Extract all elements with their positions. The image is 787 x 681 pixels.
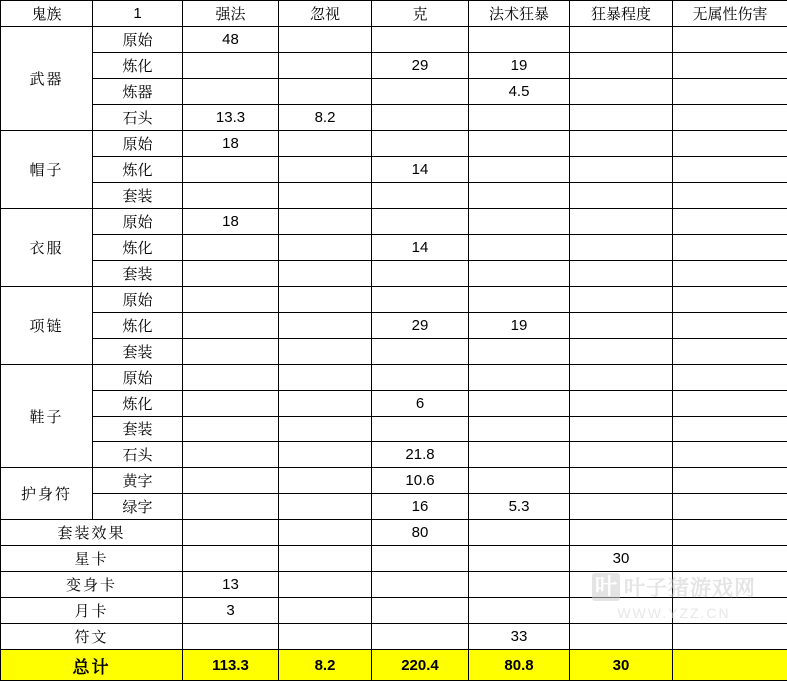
cell-value <box>279 546 372 572</box>
subrow-label: 原始 <box>93 208 183 234</box>
cell-value <box>673 520 787 546</box>
cell-value <box>183 52 279 78</box>
cell-value <box>469 546 570 572</box>
table-row <box>1 260 787 286</box>
cell-value <box>372 104 469 130</box>
table-row <box>1 234 787 260</box>
category-star-card: 星卡 <box>1 546 183 572</box>
watermark-url: WWW.YZZ.CN <box>617 604 731 621</box>
subrow-label: 炼化 <box>93 312 183 338</box>
cell-value <box>673 364 787 390</box>
cell-value <box>279 572 372 598</box>
cell-value <box>673 208 787 234</box>
cell-value: 13.3 <box>183 104 279 130</box>
total-value <box>673 650 787 681</box>
category-shoes: 鞋子 <box>1 364 93 468</box>
cell-value <box>183 468 279 494</box>
cell-value: 3 <box>183 598 279 624</box>
cell-value <box>279 286 372 312</box>
subrow-label: 绿字 <box>93 494 183 520</box>
cell-value <box>469 598 570 624</box>
cell-value <box>673 130 787 156</box>
cell-value <box>469 104 570 130</box>
cell-value <box>570 364 673 390</box>
cell-value <box>673 104 787 130</box>
cell-value <box>279 234 372 260</box>
table-row <box>1 130 787 156</box>
cell-value <box>673 494 787 520</box>
total-value: 30 <box>570 650 673 681</box>
cell-value <box>570 624 673 650</box>
cell-value <box>279 468 372 494</box>
cell-value <box>469 182 570 208</box>
cell-value <box>372 598 469 624</box>
cell-value <box>570 78 673 104</box>
table-row <box>1 416 787 442</box>
table-row <box>1 364 787 390</box>
cell-value <box>279 442 372 468</box>
cell-value <box>469 390 570 416</box>
cell-value <box>469 260 570 286</box>
cell-value <box>469 208 570 234</box>
cell-value <box>183 234 279 260</box>
table-row <box>1 182 787 208</box>
cell-value <box>469 26 570 52</box>
subrow-label: 原始 <box>93 130 183 156</box>
cell-value <box>673 416 787 442</box>
cell-value <box>279 26 372 52</box>
cell-value: 29 <box>372 52 469 78</box>
cell-value <box>279 390 372 416</box>
cell-value <box>673 572 787 598</box>
table-row <box>1 442 787 468</box>
cell-value <box>183 416 279 442</box>
cell-value: 19 <box>469 52 570 78</box>
cell-value: 13 <box>183 572 279 598</box>
cell-value <box>372 286 469 312</box>
cell-value <box>570 286 673 312</box>
cell-value <box>279 312 372 338</box>
cell-value: 4.5 <box>469 78 570 104</box>
cell-value <box>279 520 372 546</box>
cell-value <box>183 182 279 208</box>
cell-value <box>570 390 673 416</box>
cell-value <box>469 234 570 260</box>
subrow-label: 原始 <box>93 364 183 390</box>
table-row <box>1 52 787 78</box>
cell-value <box>279 494 372 520</box>
cell-value <box>673 26 787 52</box>
subrow-label: 石头 <box>93 442 183 468</box>
cell-value <box>469 286 570 312</box>
cell-value <box>279 416 372 442</box>
cell-value <box>183 156 279 182</box>
header-cell-strong-magic: 强法 <box>183 1 279 27</box>
table-row <box>1 494 787 520</box>
table-row <box>1 520 787 546</box>
cell-value <box>183 338 279 364</box>
table-row <box>1 26 787 52</box>
cell-value <box>279 156 372 182</box>
cell-value <box>570 572 673 598</box>
subrow-label: 原始 <box>93 26 183 52</box>
cell-value <box>372 546 469 572</box>
cell-value <box>372 624 469 650</box>
cell-value <box>279 364 372 390</box>
cell-value <box>673 156 787 182</box>
table-row <box>1 156 787 182</box>
cell-value: 14 <box>372 234 469 260</box>
cell-value <box>570 520 673 546</box>
subrow-label: 套装 <box>93 260 183 286</box>
cell-value <box>279 130 372 156</box>
table-row <box>1 286 787 312</box>
total-value: 220.4 <box>372 650 469 681</box>
cell-value <box>469 442 570 468</box>
cell-value <box>372 78 469 104</box>
cell-value: 19 <box>469 312 570 338</box>
cell-value <box>570 312 673 338</box>
cell-value <box>372 364 469 390</box>
total-value: 80.8 <box>469 650 570 681</box>
subrow-label: 原始 <box>93 286 183 312</box>
subrow-label: 炼器 <box>93 78 183 104</box>
table-header-row <box>1 1 787 27</box>
header-cell-count: 1 <box>93 1 183 27</box>
cell-value: 8.2 <box>279 104 372 130</box>
category-amulet: 护身符 <box>1 468 93 520</box>
cell-value: 29 <box>372 312 469 338</box>
cell-value <box>469 520 570 546</box>
cell-value <box>469 572 570 598</box>
cell-value: 21.8 <box>372 442 469 468</box>
cell-value <box>673 78 787 104</box>
category-clothes: 衣服 <box>1 208 93 286</box>
cell-value <box>570 494 673 520</box>
cell-value <box>570 156 673 182</box>
header-cell-no-attribute-damage: 无属性伤害 <box>673 1 787 27</box>
cell-value <box>673 390 787 416</box>
cell-value: 6 <box>372 390 469 416</box>
total-label: 总计 <box>1 650 183 681</box>
cell-value <box>279 260 372 286</box>
cell-value <box>372 416 469 442</box>
cell-value: 30 <box>570 546 673 572</box>
table-row <box>1 78 787 104</box>
header-cell-magic-rage: 法术狂暴 <box>469 1 570 27</box>
cell-value: 14 <box>372 156 469 182</box>
cell-value <box>372 208 469 234</box>
cell-value: 33 <box>469 624 570 650</box>
cell-value <box>183 624 279 650</box>
cell-value <box>570 442 673 468</box>
cell-value <box>372 260 469 286</box>
total-value: 8.2 <box>279 650 372 681</box>
cell-value <box>183 520 279 546</box>
subrow-label: 套装 <box>93 338 183 364</box>
cell-value <box>673 234 787 260</box>
cell-value <box>673 546 787 572</box>
category-transform-card: 变身卡 <box>1 572 183 598</box>
cell-value <box>469 416 570 442</box>
cell-value: 18 <box>183 208 279 234</box>
cell-value: 80 <box>372 520 469 546</box>
header-cell-rage-level: 狂暴程度 <box>570 1 673 27</box>
category-set-effect: 套装效果 <box>1 520 183 546</box>
cell-value <box>570 182 673 208</box>
cell-value <box>570 26 673 52</box>
cell-value <box>279 598 372 624</box>
cell-value <box>279 182 372 208</box>
cell-value <box>570 130 673 156</box>
cell-value <box>279 78 372 104</box>
table-row <box>1 104 787 130</box>
table-row <box>1 390 787 416</box>
cell-value <box>279 52 372 78</box>
cell-value: 18 <box>183 130 279 156</box>
cell-value <box>469 156 570 182</box>
category-hat: 帽子 <box>1 130 93 208</box>
watermark-badge: 叶 <box>592 573 620 601</box>
subrow-label: 炼化 <box>93 52 183 78</box>
cell-value <box>570 338 673 364</box>
header-cell-ignore: 忽视 <box>279 1 372 27</box>
subrow-label: 炼化 <box>93 390 183 416</box>
cell-value <box>183 442 279 468</box>
cell-value <box>673 624 787 650</box>
table-row <box>1 208 787 234</box>
cell-value: 16 <box>372 494 469 520</box>
cell-value <box>673 286 787 312</box>
table-row <box>1 338 787 364</box>
cell-value <box>372 130 469 156</box>
cell-value <box>469 338 570 364</box>
cell-value <box>570 208 673 234</box>
cell-value <box>673 338 787 364</box>
cell-value <box>673 260 787 286</box>
cell-value <box>570 260 673 286</box>
cell-value <box>570 598 673 624</box>
cell-value: 5.3 <box>469 494 570 520</box>
cell-value <box>570 468 673 494</box>
cell-value <box>372 572 469 598</box>
watermark-name: 叶子猪游戏网 <box>624 576 756 600</box>
cell-value <box>183 78 279 104</box>
category-month-card: 月卡 <box>1 598 183 624</box>
header-cell-race: 鬼族 <box>1 1 93 27</box>
category-rune: 符文 <box>1 624 183 650</box>
subrow-label: 黄字 <box>93 468 183 494</box>
subrow-label: 套装 <box>93 182 183 208</box>
cell-value <box>570 52 673 78</box>
cell-value <box>372 26 469 52</box>
cell-value <box>673 442 787 468</box>
subrow-label: 炼化 <box>93 234 183 260</box>
total-value: 113.3 <box>183 650 279 681</box>
cell-value <box>570 416 673 442</box>
total-row <box>1 650 787 681</box>
cell-value <box>183 312 279 338</box>
table-row <box>1 598 787 624</box>
cell-value <box>570 234 673 260</box>
subrow-label: 炼化 <box>93 156 183 182</box>
cell-value <box>673 182 787 208</box>
cell-value: 10.6 <box>372 468 469 494</box>
cell-value <box>183 546 279 572</box>
subrow-label: 石头 <box>93 104 183 130</box>
cell-value <box>469 468 570 494</box>
category-weapon: 武器 <box>1 26 93 130</box>
cell-value: 48 <box>183 26 279 52</box>
cell-value <box>673 468 787 494</box>
cell-value <box>279 624 372 650</box>
cell-value <box>183 364 279 390</box>
cell-value <box>469 364 570 390</box>
cell-value <box>183 390 279 416</box>
cell-value <box>372 182 469 208</box>
table-row <box>1 546 787 572</box>
cell-value <box>673 312 787 338</box>
cell-value <box>673 52 787 78</box>
cell-value <box>183 286 279 312</box>
cell-value <box>183 494 279 520</box>
subrow-label: 套装 <box>93 416 183 442</box>
cell-value <box>279 338 372 364</box>
table-row <box>1 624 787 650</box>
cell-value <box>673 598 787 624</box>
table-row <box>1 468 787 494</box>
cell-value <box>469 130 570 156</box>
cell-value <box>372 338 469 364</box>
cell-value <box>183 260 279 286</box>
table-row <box>1 312 787 338</box>
header-cell-ke: 克 <box>372 1 469 27</box>
cell-value <box>570 104 673 130</box>
cell-value <box>279 208 372 234</box>
category-necklace: 项链 <box>1 286 93 364</box>
table-row <box>1 572 787 598</box>
